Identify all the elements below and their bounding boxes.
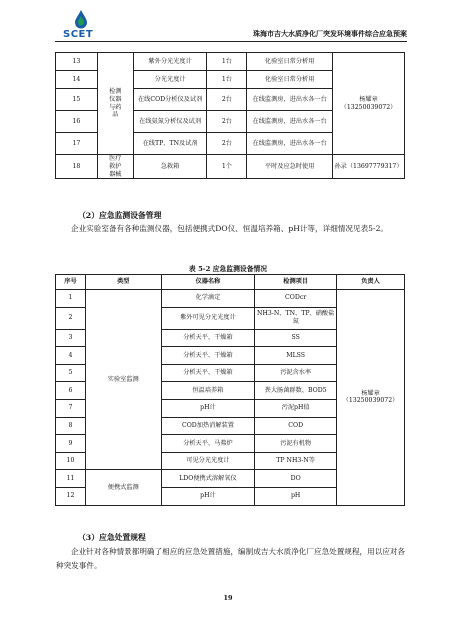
row-number: 9	[56, 435, 86, 453]
owner-cell: 杨耀章（13250039072）	[337, 290, 405, 506]
company-logo	[59, 8, 119, 42]
instrument-name: 分析天平、干燥箱	[161, 364, 255, 382]
row-number: 6	[56, 382, 86, 400]
row-number: 2	[56, 307, 86, 329]
row-number: 4	[56, 347, 86, 365]
instrument-name: LDO便携式溶解氧仪	[161, 470, 255, 488]
equipment-place: 在线监测房，进出水各一台	[247, 133, 333, 155]
test-item: 污泥pH值	[255, 399, 337, 417]
row-number: 15	[56, 89, 98, 111]
header-item: 检测项目	[255, 275, 337, 290]
equipment-qty: 2台	[207, 133, 247, 155]
header-no: 序号	[56, 275, 86, 290]
table-row	[56, 155, 405, 179]
instrument-name: pH计	[161, 399, 255, 417]
equipment-qty: 2台	[207, 111, 247, 133]
row-number: 10	[56, 452, 86, 470]
row-number: 13	[56, 53, 98, 71]
contact-cell: 杨耀章（13250039072）	[333, 53, 405, 155]
table-caption: 表 5-2 应急监测设备情况	[188, 265, 268, 273]
table-row	[56, 290, 405, 308]
equipment-place: 在线监测房，进出水各一台	[247, 89, 333, 111]
equipment-name: 在线TP、TN及试剂	[133, 133, 207, 155]
test-item: COD	[255, 417, 337, 435]
row-number: 1	[56, 290, 86, 308]
equipment-name: 在线COD分析仪及试剂	[133, 89, 207, 111]
category-cell	[97, 53, 133, 155]
row-number: 12	[56, 487, 86, 505]
instrument-name: 化学滴定	[161, 290, 255, 308]
table-header-row	[56, 275, 405, 290]
test-item: SS	[255, 329, 337, 347]
instrument-name: 分析天平、马弗炉	[161, 435, 255, 453]
equipment-name: 分光光度计	[133, 71, 207, 89]
water-drop-logo-icon	[73, 9, 89, 29]
equipment-qty: 1个	[207, 155, 247, 179]
row-number: 11	[56, 470, 86, 488]
equipment-place: 化验室日常分析用	[247, 53, 333, 71]
section-paragraph: 企业针对各种情景都明确了相应的应急处置措施，编制成吉大水质净化厂应急处置规程，用以应对各种突发事件。	[56, 547, 406, 570]
equipment-name: 紫外分光光度计	[133, 53, 207, 71]
row-number: 18	[56, 155, 98, 179]
equipment-place: 平时及应急时使用	[247, 155, 333, 179]
row-number: 14	[56, 71, 98, 89]
header-name: 仪器名称	[161, 275, 255, 290]
instrument-name: 分析天平、干燥箱	[161, 329, 255, 347]
equipment-name: 急救箱	[133, 155, 207, 179]
test-item: DO	[255, 470, 337, 488]
section-heading: （3）应急处置规程	[78, 533, 146, 542]
section-heading: （2）应急监测设备管理	[78, 211, 162, 220]
instrument-name: 分析天平、干燥箱	[161, 347, 255, 365]
row-number: 3	[56, 329, 86, 347]
test-item: CODcr	[255, 290, 337, 308]
instrument-name: COD加热消解装置	[161, 417, 255, 435]
category-label: 检测仪器与药品	[109, 88, 122, 119]
type-cell: 便携式监测	[85, 470, 161, 505]
header-owner: 负责人	[337, 275, 405, 290]
equipment-table-continued	[55, 52, 405, 179]
test-item: 污泥含水率	[255, 364, 337, 382]
monitoring-equipment-table	[55, 274, 405, 506]
test-item: MLSS	[255, 347, 337, 365]
page-number: 19	[223, 594, 233, 602]
header-type: 类型	[85, 275, 161, 290]
equipment-qty: 1台	[207, 71, 247, 89]
test-item: NH3-N、TN、TP、硝酸盐氮	[255, 307, 337, 329]
instrument-name: 紫外可见分光光度计	[161, 307, 255, 329]
row-number: 5	[56, 364, 86, 382]
equipment-qty: 1台	[207, 53, 247, 71]
test-item: pH	[255, 487, 337, 505]
test-item: 粪大肠菌群数、BOD5	[255, 382, 337, 400]
document-title: 珠海市吉大水质净化厂突发环境事件综合应急预案	[253, 30, 407, 38]
category-cell	[97, 155, 133, 179]
row-number: 7	[56, 399, 86, 417]
contact-cell: 孙录（13697779317）	[333, 155, 405, 179]
instrument-name: 恒温培养箱	[161, 382, 255, 400]
equipment-place: 化验室日常分析用	[247, 71, 333, 89]
instrument-name: pH计	[161, 487, 255, 505]
equipment-name: 在线氨氮分析仪及试剂	[133, 111, 207, 133]
type-cell: 实验室监测	[85, 290, 161, 470]
logo-text: SCET	[63, 29, 94, 40]
page-header	[55, 8, 407, 42]
section-paragraph: 企业实验室备有各种监测仪器，包括便携式DO仪、恒温培养箱、pH计等，详细情况见表5-2。	[71, 224, 388, 233]
table-row	[56, 53, 405, 71]
row-number: 8	[56, 417, 86, 435]
instrument-name: 可见分光光度计	[161, 452, 255, 470]
test-item: TP NH3-N等	[255, 452, 337, 470]
equipment-qty: 2台	[207, 89, 247, 111]
category-label: 医疗救护器械	[109, 155, 122, 178]
row-number: 16	[56, 111, 98, 133]
test-item: 污泥有机物	[255, 435, 337, 453]
equipment-place: 在线监测房，进出水各一台	[247, 111, 333, 133]
row-number: 17	[56, 133, 98, 155]
